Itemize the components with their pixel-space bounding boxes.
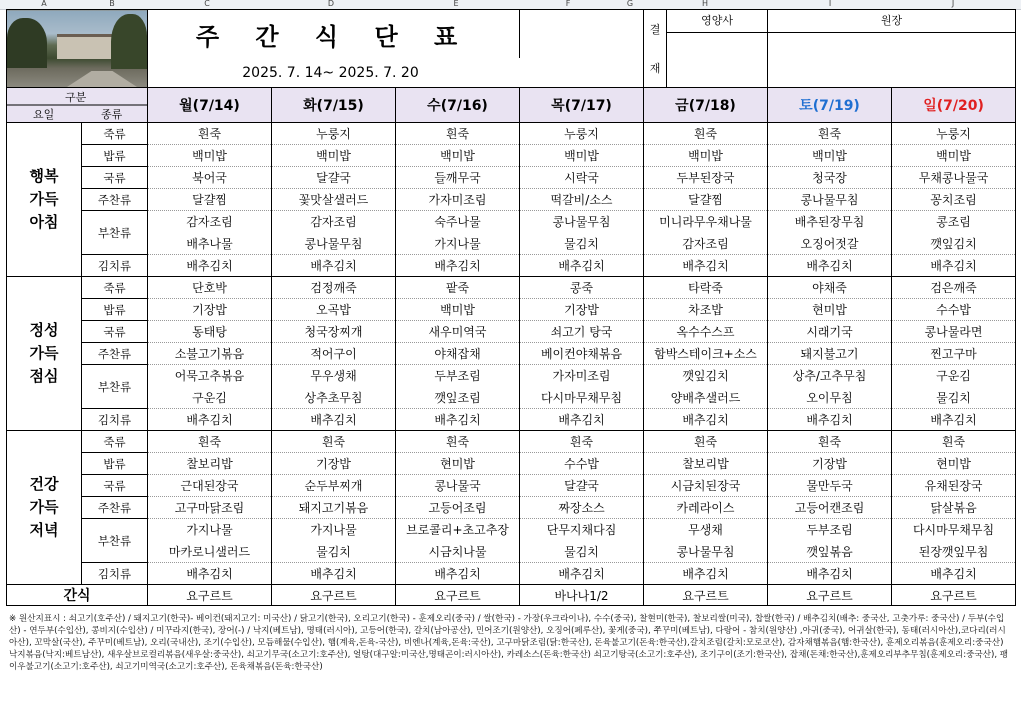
menu-item[interactable]: 돼지고기볶음	[272, 497, 396, 519]
menu-item[interactable]: 새우미역국	[396, 321, 520, 343]
menu-item[interactable]: 기장밥	[272, 453, 396, 475]
menu-item[interactable]: 미니라무우채나물	[644, 211, 768, 233]
snack-item[interactable]: 요구르트	[396, 585, 520, 606]
menu-item[interactable]: 수수밥	[892, 299, 1016, 321]
menu-item[interactable]: 북어국	[148, 167, 272, 189]
category-cell: 주찬류	[82, 497, 148, 519]
menu-item[interactable]: 누룽지	[272, 123, 396, 145]
category-cell: 죽류	[82, 123, 148, 145]
column-letter[interactable]: J	[951, 0, 955, 8]
approval-label: 결	[649, 23, 661, 37]
menu-item[interactable]: 옥수수스프	[644, 321, 768, 343]
menu-item[interactable]: 닭살볶음	[892, 497, 1016, 519]
menu-item[interactable]: 무우생채	[272, 365, 396, 387]
snack-item[interactable]: 바나나1/2	[520, 585, 644, 606]
menu-item[interactable]: 콩나물라면	[892, 321, 1016, 343]
weekly-menu-table	[6, 9, 1016, 606]
menu-item[interactable]: 찰보리밥	[644, 453, 768, 475]
menu-item[interactable]: 백미밥	[892, 145, 1016, 167]
category-cell: 국류	[82, 475, 148, 497]
menu-item[interactable]: 콩나물무침	[272, 233, 396, 255]
day-header: 화(7/15)	[272, 88, 396, 123]
column-letter[interactable]: D	[327, 0, 335, 8]
menu-item[interactable]: 달걀국	[520, 475, 644, 497]
menu-item[interactable]: 오곡밥	[272, 299, 396, 321]
menu-item[interactable]: 깻잎김치	[892, 233, 1016, 255]
menu-item[interactable]: 배추김치	[768, 563, 892, 585]
menu-item[interactable]: 흰죽	[520, 431, 644, 453]
menu-item[interactable]: 흰죽	[148, 431, 272, 453]
menu-item[interactable]: 배추김치	[396, 563, 520, 585]
menu-item[interactable]: 짜장소스	[520, 497, 644, 519]
menu-item[interactable]: 달걀찜	[644, 189, 768, 211]
menu-item[interactable]: 쇠고기 탕국	[520, 321, 644, 343]
category-cell: 국류	[82, 321, 148, 343]
menu-item[interactable]: 백미밥	[148, 145, 272, 167]
menu-item[interactable]: 고등어조림	[396, 497, 520, 519]
menu-item[interactable]: 다시마무채무침	[520, 387, 644, 409]
menu-item[interactable]: 상추초무침	[272, 387, 396, 409]
category-cell: 부찬류	[82, 519, 148, 563]
category-cell: 부찬류	[82, 365, 148, 409]
menu-item[interactable]: 콩조림	[892, 211, 1016, 233]
menu-item[interactable]: 오이무침	[768, 387, 892, 409]
menu-item[interactable]: 기장밥	[520, 299, 644, 321]
category-cell: 김치류	[82, 409, 148, 431]
snack-item[interactable]: 요구르트	[644, 585, 768, 606]
menu-item[interactable]: 가지나물	[396, 233, 520, 255]
menu-item[interactable]: 찐고구마	[892, 343, 1016, 365]
day-header: 일(7/20)	[892, 88, 1016, 123]
menu-item[interactable]: 물만두국	[768, 475, 892, 497]
origin-notes: ※ 원산지표시 : 쇠고기(호주산) / 돼지고기(한국)- 베이컨(돼지고기: 미국산) / 닭고기(한국), 오리고기(한국) - 훈제오리(중국) / 쌀(한국) - 가장(우크라이나), 수수(중국), 찰현미(한국), 찰보리쌀(미국), 찹쌀(한국) / 배추김치(배추: 중국산, 고춧가루: 중국산) / 두부(수입산) - 연두부(수입산), 콩비지(수입산) / 미꾸라지(한국), 장어(-) / 낙지(베트남), 명태(러시아), 고등어(한국), 갈치(남아공산), 민어조기(원양산), 오징어(페루산), 꽃게(중국), 쭈꾸미(베트남), 다랑어 - 참치(원양산) ,아귀(중국), 어귀살(한국), 동태(러시아산),코다리(러시아산), 꼬막살(국산), 주꾸미(베트남), 오리(국내산), 조기(수입산), 모듬해물(수입산), 햄(계육,돈육-국산), 비엔나(계육,돈육:국산), 고구마닭조림(닭:한국산), 돈육불고기(돈육:한국산),갈치조림(갈치:모로코산), 감자채햄볶음(햄:한국산), 훈제오리볶음(훈제오리:중국산) 낙지볶음(낙지:베트남산), 새우살브로컬리볶음(새우살:중국산), 쇠고기무국(소고기:호주산), 얼탕(대구알:미국산,명태곤이:러시아산), 카레소스(돈육:한국산) 쇠고기탕국(소고기:호주산), 조기구이(조기:한국산), 잡채(돈채:한국산),훈제오리부추무침(훈제오리:중국산), 팽이우불고기(소고기:호주산), 쇠고기미역국(소고기:호주산), 돈육채볶음(돈육:한국산)	[9, 614, 1009, 672]
menu-item[interactable]: 배추김치	[892, 563, 1016, 585]
menu-item[interactable]: 단호박	[148, 277, 272, 299]
menu-item[interactable]: 흰죽	[148, 123, 272, 145]
menu-item[interactable]: 누룽지	[892, 123, 1016, 145]
menu-item[interactable]: 청국장	[768, 167, 892, 189]
menu-item[interactable]: 시래기국	[768, 321, 892, 343]
menu-item[interactable]: 깻잎김치	[644, 365, 768, 387]
menu-item[interactable]: 흰죽	[272, 431, 396, 453]
menu-item[interactable]: 콩죽	[520, 277, 644, 299]
menu-item[interactable]: 물김치	[272, 541, 396, 563]
menu-item[interactable]: 흰죽	[396, 431, 520, 453]
menu-item[interactable]: 콩나물무침	[768, 189, 892, 211]
menu-item[interactable]: 기장밥	[768, 453, 892, 475]
menu-item[interactable]: 찰보리밥	[148, 453, 272, 475]
menu-item[interactable]: 감자조림	[272, 211, 396, 233]
approval-box	[644, 10, 768, 88]
category-cell: 국류	[82, 167, 148, 189]
column-letter[interactable]: E	[453, 0, 459, 8]
day-header: 목(7/17)	[520, 88, 644, 123]
menu-item[interactable]: 수수밥	[520, 453, 644, 475]
menu-item[interactable]: 배추김치	[272, 563, 396, 585]
weekday-label: 요일	[33, 108, 55, 121]
menu-item[interactable]: 두부조림	[768, 519, 892, 541]
menu-item[interactable]: 흰죽	[396, 123, 520, 145]
menu-item[interactable]: 오징어젓갈	[768, 233, 892, 255]
menu-item[interactable]: 검은깨죽	[892, 277, 1016, 299]
menu-item[interactable]: 꽁치조림	[892, 189, 1016, 211]
menu-item[interactable]: 배추김치	[768, 409, 892, 431]
menu-item[interactable]: 동태탕	[148, 321, 272, 343]
menu-item[interactable]: 배추김치	[396, 409, 520, 431]
menu-item[interactable]: 타락죽	[644, 277, 768, 299]
menu-item[interactable]: 유채된장국	[892, 475, 1016, 497]
approver-dietitian: 영양사	[667, 10, 767, 33]
approver-director: 원장	[768, 10, 1015, 33]
menu-item[interactable]: 누룽지	[520, 123, 644, 145]
category-cell: 부찬류	[82, 211, 148, 255]
snack-item[interactable]: 요구르트	[272, 585, 396, 606]
snack-label: 간식	[7, 585, 148, 606]
menu-item[interactable]: 콩나물무침	[520, 211, 644, 233]
menu-item[interactable]: 가지나물	[272, 519, 396, 541]
approval-label: 재	[649, 61, 661, 75]
category-label: 종류	[101, 108, 123, 121]
approval-sign-cell[interactable]	[768, 33, 1015, 87]
menu-item[interactable]: 시금치된장국	[644, 475, 768, 497]
menu-item[interactable]: 흰죽	[768, 123, 892, 145]
menu-item[interactable]: 시락국	[520, 167, 644, 189]
menu-item[interactable]: 두부조림	[396, 365, 520, 387]
menu-item[interactable]: 단무지채다짐	[520, 519, 644, 541]
menu-item[interactable]: 콩나물무침	[644, 541, 768, 563]
column-letter[interactable]: F	[565, 0, 571, 8]
menu-item[interactable]: 배추된장무침	[768, 211, 892, 233]
menu-item[interactable]: 배추김치	[520, 563, 644, 585]
menu-item[interactable]: 배추나물	[148, 233, 272, 255]
menu-item[interactable]: 카레라이스	[644, 497, 768, 519]
category-cell: 밥류	[82, 145, 148, 167]
menu-item[interactable]: 가지나물	[148, 519, 272, 541]
menu-item[interactable]: 감자조림	[644, 233, 768, 255]
menu-item[interactable]: 배추김치	[148, 255, 272, 277]
menu-item[interactable]: 배추김치	[396, 255, 520, 277]
menu-item[interactable]: 들깨무국	[396, 167, 520, 189]
menu-item[interactable]: 배추김치	[272, 255, 396, 277]
menu-item[interactable]: 숙주나물	[396, 211, 520, 233]
menu-item[interactable]: 시금치나물	[396, 541, 520, 563]
menu-item[interactable]: 두부된장국	[644, 167, 768, 189]
menu-item[interactable]: 흰죽	[768, 431, 892, 453]
menu-item[interactable]: 함박스테이크+소스	[644, 343, 768, 365]
menu-item[interactable]: 배추김치	[148, 563, 272, 585]
menu-item[interactable]: 배추김치	[644, 563, 768, 585]
menu-item[interactable]: 어묵고추볶음	[148, 365, 272, 387]
category-cell: 김치류	[82, 255, 148, 277]
menu-item[interactable]: 백미밥	[520, 145, 644, 167]
menu-item[interactable]: 배추김치	[892, 255, 1016, 277]
approval-sign-cell[interactable]	[667, 33, 767, 87]
menu-item[interactable]: 순두부찌개	[272, 475, 396, 497]
column-letter[interactable]: C	[204, 0, 210, 8]
menu-item[interactable]: 양배추샐러드	[644, 387, 768, 409]
menu-item[interactable]: 깻잎볶음	[768, 541, 892, 563]
menu-item[interactable]: 달걀국	[272, 167, 396, 189]
menu-item[interactable]: 다시마무채무침	[892, 519, 1016, 541]
menu-item[interactable]: 백미밥	[644, 145, 768, 167]
menu-item[interactable]: 배추김치	[644, 409, 768, 431]
column-letter[interactable]: A	[41, 0, 47, 8]
menu-item[interactable]: 배추김치	[520, 255, 644, 277]
menu-period: 2025. 7. 14~ 2025. 7. 20	[148, 58, 644, 87]
category-cell: 김치류	[82, 563, 148, 585]
snack-item[interactable]: 요구르트	[892, 585, 1016, 606]
day-header: 금(7/18)	[644, 88, 768, 123]
category-cell: 주찬류	[82, 343, 148, 365]
menu-sheet	[6, 9, 1015, 710]
column-letter[interactable]: G	[626, 0, 634, 8]
category-cell: 밥류	[82, 299, 148, 321]
menu-item[interactable]: 감자조림	[148, 211, 272, 233]
menu-item[interactable]: 기장밥	[148, 299, 272, 321]
menu-item[interactable]: 배추김치	[520, 409, 644, 431]
menu-item[interactable]: 물김치	[892, 387, 1016, 409]
menu-item[interactable]: 차조밥	[644, 299, 768, 321]
category-cell: 죽류	[82, 431, 148, 453]
day-header: 월(7/14)	[148, 88, 272, 123]
menu-item[interactable]: 달걀찜	[148, 189, 272, 211]
menu-item[interactable]: 구운김	[148, 387, 272, 409]
menu-item[interactable]: 고구마닭조림	[148, 497, 272, 519]
menu-item[interactable]: 검정깨죽	[272, 277, 396, 299]
day-header: 토(7/19)	[768, 88, 892, 123]
menu-item[interactable]: 떡갈비/소스	[520, 189, 644, 211]
approval-box-director	[768, 10, 1016, 88]
menu-item[interactable]: 배추김치	[148, 409, 272, 431]
menu-item[interactable]: 야채잡채	[396, 343, 520, 365]
menu-item[interactable]: 백미밥	[396, 145, 520, 167]
menu-item[interactable]: 배추김치	[272, 409, 396, 431]
menu-item[interactable]: 상추/고추무침	[768, 365, 892, 387]
menu-item[interactable]: 깻잎조림	[396, 387, 520, 409]
menu-item[interactable]: 구운김	[892, 365, 1016, 387]
menu-item[interactable]: 소불고기볶음	[148, 343, 272, 365]
menu-item[interactable]: 현미밥	[768, 299, 892, 321]
column-letter[interactable]: B	[109, 0, 115, 8]
menu-item[interactable]: 브로콜리+초고추장	[396, 519, 520, 541]
menu-item[interactable]: 고등어캔조림	[768, 497, 892, 519]
menu-item[interactable]: 흰죽	[644, 123, 768, 145]
gubun-label: 구분	[65, 91, 87, 104]
day-header: 수(7/16)	[396, 88, 520, 123]
category-cell: 밥류	[82, 453, 148, 475]
menu-item[interactable]: 가자미조림	[520, 365, 644, 387]
menu-item[interactable]: 흰죽	[892, 431, 1016, 453]
menu-item[interactable]: 백미밥	[396, 299, 520, 321]
menu-item[interactable]: 된장깻잎무침	[892, 541, 1016, 563]
snack-item[interactable]: 요구르트	[148, 585, 272, 606]
menu-item[interactable]: 마카로니샐러드	[148, 541, 272, 563]
menu-item[interactable]: 베이컨야채볶음	[520, 343, 644, 365]
menu-item[interactable]: 흰죽	[644, 431, 768, 453]
menu-item[interactable]: 현미밥	[396, 453, 520, 475]
menu-item[interactable]: 배추김치	[768, 255, 892, 277]
page-title: 주 간 식 단 표	[148, 10, 520, 59]
menu-item[interactable]: 콩나물국	[396, 475, 520, 497]
menu-item[interactable]: 팥죽	[396, 277, 520, 299]
column-letter[interactable]: H	[701, 0, 709, 8]
menu-item[interactable]: 청국장찌개	[272, 321, 396, 343]
menu-item[interactable]: 물김치	[520, 541, 644, 563]
gubun-header	[7, 88, 148, 123]
meal-name: 행복 가득 아침	[7, 123, 82, 277]
meal-name: 건강 가득 저녁	[7, 431, 82, 585]
menu-item[interactable]: 현미밥	[892, 453, 1016, 475]
menu-item[interactable]: 가자미조림	[396, 189, 520, 211]
menu-item[interactable]: 무채콩나물국	[892, 167, 1016, 189]
category-cell: 죽류	[82, 277, 148, 299]
menu-item[interactable]: 야채죽	[768, 277, 892, 299]
snack-item[interactable]: 요구르트	[768, 585, 892, 606]
menu-item[interactable]: 무생채	[644, 519, 768, 541]
menu-item[interactable]: 배추김치	[644, 255, 768, 277]
column-letter[interactable]: I	[828, 0, 832, 8]
menu-item[interactable]: 백미밥	[768, 145, 892, 167]
menu-item[interactable]: 돼지불고기	[768, 343, 892, 365]
menu-item[interactable]: 적어구이	[272, 343, 396, 365]
menu-item[interactable]: 근대된장국	[148, 475, 272, 497]
facility-photo	[7, 10, 148, 88]
menu-item[interactable]: 꽃맛살샐러드	[272, 189, 396, 211]
menu-item[interactable]: 백미밥	[272, 145, 396, 167]
menu-item[interactable]: 물김치	[520, 233, 644, 255]
category-cell: 주찬류	[82, 189, 148, 211]
menu-item[interactable]: 배추김치	[892, 409, 1016, 431]
meal-name: 정성 가득 점심	[7, 277, 82, 431]
